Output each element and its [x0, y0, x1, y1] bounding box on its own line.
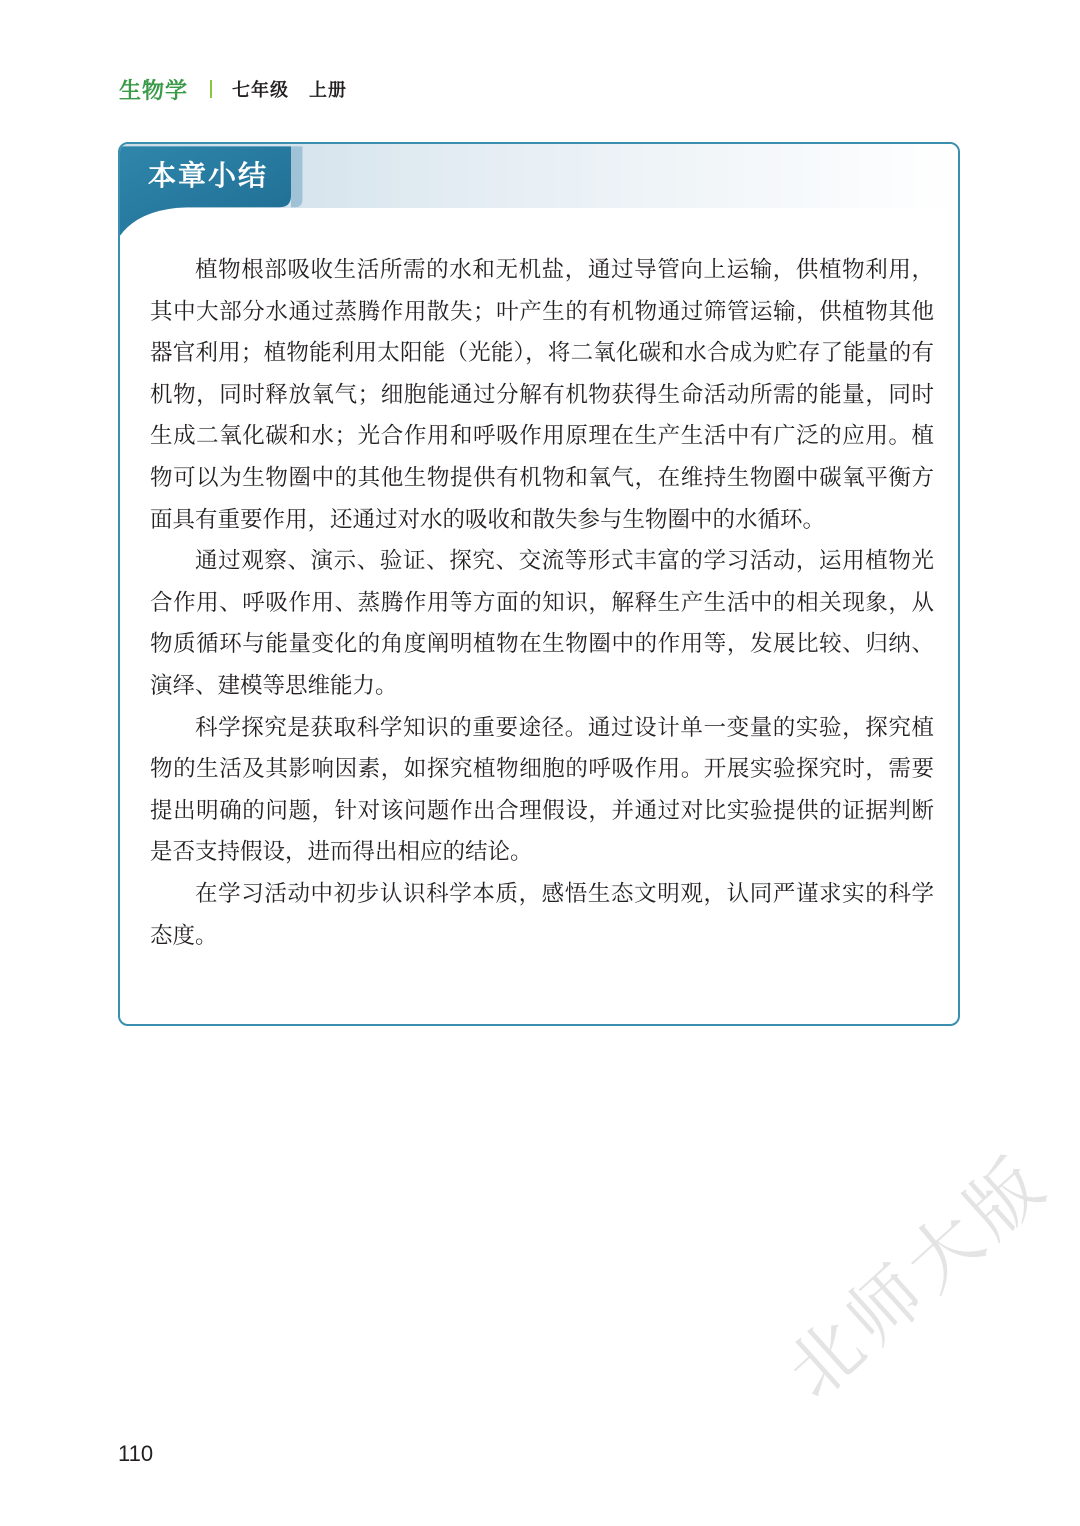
subject-label: 生物学 — [119, 78, 189, 104]
summary-paragraph: 科学探究是获取科学知识的重要途径。通过设计单一变量的实验，探究植物的生活及其影响因素，如探究植物细胞的呼吸作用。开展实验探究时，需要提出明确的问题，针对该问题作出合理假设，并通过对比实验提供的证据判断是否支持假设，进而得出相应的结论。 — [150, 714, 934, 866]
summary-title: 本章小结 — [148, 159, 269, 192]
page-number: 110 — [118, 1441, 154, 1466]
grade-label: 七年级 — [232, 80, 290, 101]
publisher-watermark: 北师大版 — [770, 1137, 1065, 1415]
volume-label: 上册 — [309, 80, 348, 101]
chapter-summary-box — [118, 142, 960, 1026]
running-header — [119, 72, 347, 106]
summary-body — [150, 250, 934, 957]
header-divider — [210, 80, 212, 98]
summary-paragraph: 植物根部吸收生活所需的水和无机盐，通过导管向上运输，供植物利用，其中大部分水通过蒸腾作用散失；叶产生的有机物通过筛管运输，供植物其他器官利用；植物能利用太阳能（光能），将二氧化碳和水合成为贮存了能量的有机物，同时释放氧气；细胞能通过分解有机物获得生命活动所需的能量，同时生成二氧化碳和水；光合作用和呼吸作用原理在生产生活中有广泛的应用。植物可以为生物圈中的其他生物提供有机物和氧气，在维持生物圈中碳氧平衡方面具有重要作用，还通过对水的吸收和散失参与生物圈中的水循环。 — [150, 257, 934, 533]
summary-paragraph: 通过观察、演示、验证、探究、交流等形式丰富的学习活动，运用植物光合作用、呼吸作用、蒸腾作用等方面的知识，解释生产生活中的相关现象，从物质循环与能量变化的角度阐明植物在生物圈中的作用等，发展比较、归纳、演绎、建模等思维能力。 — [150, 548, 934, 699]
summary-paragraph: 在学习活动中初步认识科学本质，感悟生态文明观，认同严谨求实的科学态度。 — [150, 880, 934, 949]
